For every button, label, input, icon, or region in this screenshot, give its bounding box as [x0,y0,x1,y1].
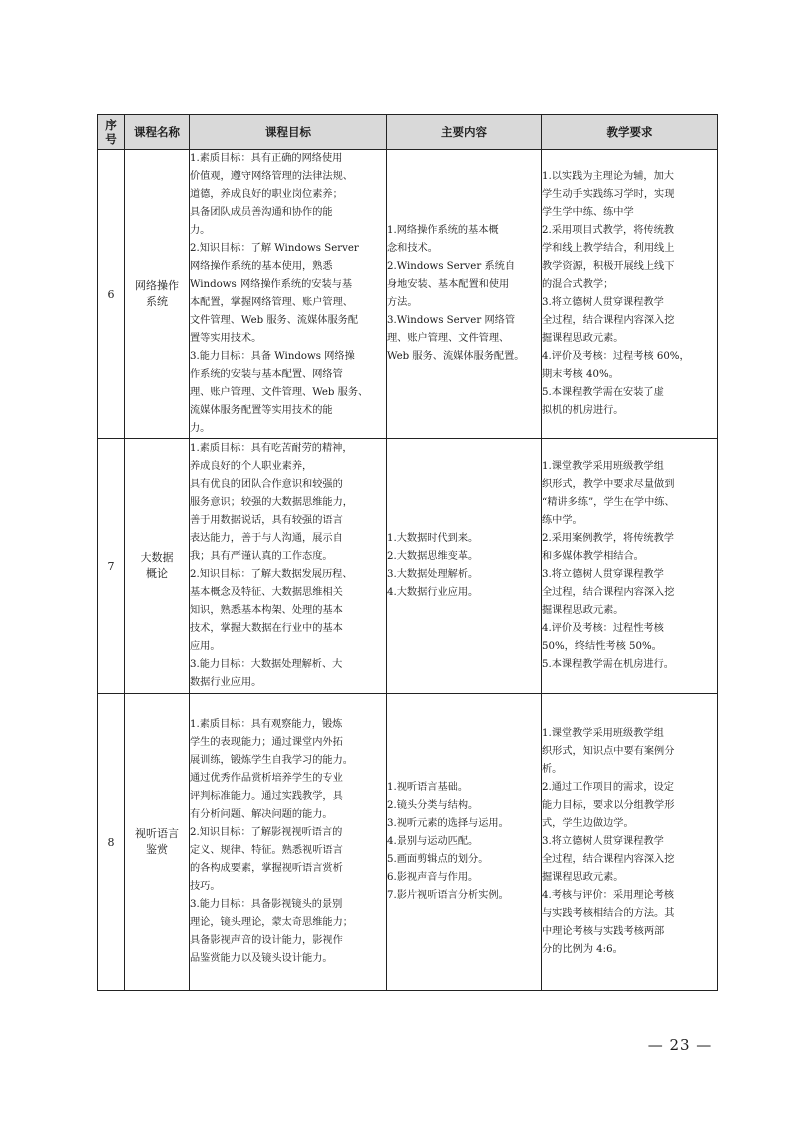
header-course-goal: 课程目标 [190,115,387,150]
cell-text-line: 品鉴赏能力以及镜头设计能力。 [190,953,333,964]
row-seq: 8 [98,694,125,991]
cell-text-line: 1.网络操作系统的基本概 [387,225,499,236]
cell-text-line: 道德，养成良好的职业岗位素养； [190,189,343,200]
course-name-line: 系统 [146,295,168,308]
header-teaching-requirements: 教学要求 [542,115,718,150]
cell-text-line: 3.将立德树人贯穿课程教学 [542,569,664,580]
cell-text-line: 4.景别与运动匹配。 [387,836,479,847]
cell-text-line: 展训练，锻炼学生自我学习的能力。 [190,755,353,766]
cell-text-line: 1.以实践为主理论为辅，加大 [542,171,674,182]
cell-text-line: 方法。 [387,297,418,308]
cell-text-line: 分的比例为 4:6。 [542,944,623,955]
cell-text-line: 1.素质目标：具有正确的网络使用 [190,153,343,164]
cell-text-line: 身地安装、基本配置和使用 [387,279,510,290]
cell-text-line: 理、账户管理、文件管理、 [387,333,510,344]
cell-text-line: 织形式，知识点中要有案例分 [542,746,675,757]
cell-text-line: 5.画面剪辑点的划分。 [387,854,489,865]
cell-text-line: 1.课堂教学采用班级教学组 [542,728,664,739]
cell-text-line: 2.镜头分类与结构。 [387,800,479,811]
cell-text-line: 与实践考核相结合的方法。其 [542,908,675,919]
cell-text-line: 学生的表现能力；通过课堂内外拓 [190,737,343,748]
page-number: — 23 — [647,1036,713,1054]
cell-text-line: 全过程，结合课程内容深入挖 [542,854,675,865]
cell-text-line: 文件管理、Web 服务、流媒体服务配 [190,315,359,326]
course-goal-cell [190,694,387,991]
cell-text-line: 养成良好的个人职业素养， [190,461,313,472]
cell-text-line: 具有优良的团队合作意识和较强的 [190,479,343,490]
teaching-req-cell [542,439,718,694]
cell-text-line: 3.Windows Server 网络管 [387,315,516,326]
cell-text-line: 1.大数据时代到来。 [387,533,479,544]
cell-text-line: 3.将立德树人贯穿课程教学 [542,297,664,308]
cell-text-line: 力。 [190,225,211,236]
cell-text-line: 2.知识目标：了解 Windows Server [190,243,359,254]
cell-text-line: “精讲多练”，学生在学中练、 [542,497,675,508]
cell-text-line: 基本概念及特征、大数据思维相关 [190,587,343,598]
table-row [98,694,718,991]
cell-text-line: 能力目标，要求以分组教学形 [542,800,675,811]
cell-text-line: 析。 [542,764,563,775]
cell-text-line: 式，学生边做边学。 [542,818,634,829]
cell-text-line: 念和技术。 [387,243,438,254]
cell-text-line: 学生学中练、练中学 [542,207,634,218]
cell-text-line: 1.素质目标：具有吃苦耐劳的精神， [190,443,353,454]
cell-text-line: 3.能力目标：具备影视镜头的景别 [190,899,343,910]
cell-text-line: 知识，熟悉基本构架、处理的基本 [190,605,343,616]
table-row [98,439,718,694]
cell-text-line: 4.大数据行业应用。 [387,587,479,598]
curriculum-table [97,114,718,991]
cell-text-line: 具备团队成员善沟通和协作的能 [190,207,333,218]
cell-text-line: 学生动手实践练习学时，实现 [542,189,675,200]
cell-text-line: 中理论考核与实践考核两部 [542,926,665,937]
cell-text-line: 本配置，掌握网络管理、账户管理、 [190,297,353,308]
cell-text-line: 评判标准能力。通过实践教学，具 [190,791,343,802]
teaching-req-cell [542,694,718,991]
cell-text-line: 我；具有严谨认真的工作态度。 [190,551,333,562]
cell-text-line: 技术，掌握大数据在行业中的基本 [190,623,343,634]
cell-text-line: 6.影视声音与作用。 [387,872,479,883]
cell-text-line: 50%，终结性考核 50%。 [542,641,662,652]
cell-text-line: 技巧。 [190,881,221,892]
course-goal-cell [190,150,387,439]
row-seq: 7 [98,439,125,694]
cell-text-line: 织形式，教学中要求尽量做到 [542,479,675,490]
cell-text-line: 和多媒体教学相结合。 [542,551,644,562]
cell-text-line: 掘课程思政元素。 [542,872,624,883]
cell-text-line: 1.素质目标：具有观察能力，锻炼 [190,719,343,730]
table-row [98,150,718,439]
main-content-cell [387,150,542,439]
cell-text-line: 掘课程思政元素。 [542,605,624,616]
cell-text-line: 教学资源，积极开展线上线下 [542,261,675,272]
course-name-cell [125,439,190,694]
cell-text-line: 全过程，结合课程内容深入挖 [542,587,675,598]
cell-text-line: 3.视听元素的选择与运用。 [387,818,509,829]
cell-text-line: 应用。 [190,641,221,652]
cell-text-line: 网络操作系统的基本使用，熟悉 [190,261,333,272]
cell-text-line: 力。 [190,423,211,434]
cell-text-line: 服务意识；较强的大数据思维能力， [190,497,353,508]
cell-text-line: 流媒体服务配置等实用技术的能 [190,405,333,416]
cell-text-line: 3.能力目标：大数据处理解析、大 [190,659,343,670]
cell-text-line: 价值观，遵守网络管理的法律法规、 [190,171,353,182]
cell-text-line: 2.知识目标：了解影视视听语言的 [190,827,343,838]
cell-text-line: 3.将立德树人贯穿课程教学 [542,836,664,847]
cell-text-line: 4.考核与评价：采用理论考核 [542,890,674,901]
cell-text-line: 数据行业应用。 [190,677,262,688]
cell-text-line: 3.大数据处理解析。 [387,569,479,580]
cell-text-line: 理、账户管理、文件管理、Web 服务、 [190,387,369,398]
cell-text-line: 定义、规律、特征。熟悉视听语言 [190,845,343,856]
cell-text-line: 拟机的机房进行。 [542,405,624,416]
cell-text-line: 2.知识目标：了解大数据发展历程、 [190,569,353,580]
course-name-line: 大数据 [140,551,174,564]
cell-text-line: 置等实用技术。 [190,333,262,344]
course-name-line: 网络操作 [135,279,179,292]
course-name-line: 视听语言 [135,827,179,840]
main-content-cell [387,694,542,991]
cell-text-line: 通过优秀作品赏析培养学生的专业 [190,773,343,784]
header-main-content: 主要内容 [387,115,542,150]
cell-text-line: Windows 网络操作系统的安装与基 [190,279,353,290]
cell-text-line: 表达能力，善于与人沟通，展示自 [190,533,343,544]
cell-text-line: 学和线上教学结合，利用线上 [542,243,675,254]
cell-text-line: 2.Windows Server 系统自 [387,261,516,272]
header-seq: 序 号 [98,115,125,150]
cell-text-line: 2.采用项目式教学，将传统教 [542,225,674,236]
main-content-cell [387,439,542,694]
cell-text-line: 全过程，结合课程内容深入挖 [542,315,675,326]
cell-text-line: 1.课堂教学采用班级教学组 [542,461,664,472]
cell-text-line: 具备影视声音的设计能力，影视作 [190,935,343,946]
table-header-row [98,115,718,150]
cell-text-line: 4.评价及考核：过程性考核 [542,623,664,634]
cell-text-line: 5.本课程教学需在安装了虚 [542,387,664,398]
cell-text-line: 1.视听语言基础。 [387,782,469,793]
cell-text-line: 掘课程思政元素。 [542,333,624,344]
cell-text-line: 善于用数据说话，具有较强的语言 [190,515,343,526]
cell-text-line: 的各构成要素，掌握视听语言赏析 [190,863,343,874]
cell-text-line: Web 服务、流媒体服务配置。 [387,351,525,362]
cell-text-line: 理论，镜头理论，蒙太奇思维能力； [190,917,353,928]
cell-text-line: 练中学。 [542,515,583,526]
course-name-cell [125,150,190,439]
row-seq: 6 [98,150,125,439]
cell-text-line: 的混合式教学； [542,279,614,290]
cell-text-line: 2.大数据思维变革。 [387,551,479,562]
cell-text-line: 4.评价及考核：过程考核 60%， [542,351,690,362]
course-name-line: 鉴赏 [146,843,168,856]
cell-text-line: 作系统的安装与基本配置、网络管 [190,369,343,380]
cell-text-line: 5.本课程教学需在机房进行。 [542,659,674,670]
course-name-cell [125,694,190,991]
cell-text-line: 3.能力目标：具备 Windows 网络操 [190,351,355,362]
course-name-line: 概论 [146,567,168,580]
course-goal-cell [190,439,387,694]
cell-text-line: 期末考核 40%。 [542,369,619,380]
cell-text-line: 2.通过工作项目的需求，设定 [542,782,674,793]
teaching-req-cell [542,150,718,439]
cell-text-line: 7.影片视听语言分析实例。 [387,890,509,901]
cell-text-line: 有分析问题、解决问题的能力。 [190,809,333,820]
header-course-name: 课程名称 [125,115,190,150]
cell-text-line: 2.采用案例教学，将传统教学 [542,533,674,544]
